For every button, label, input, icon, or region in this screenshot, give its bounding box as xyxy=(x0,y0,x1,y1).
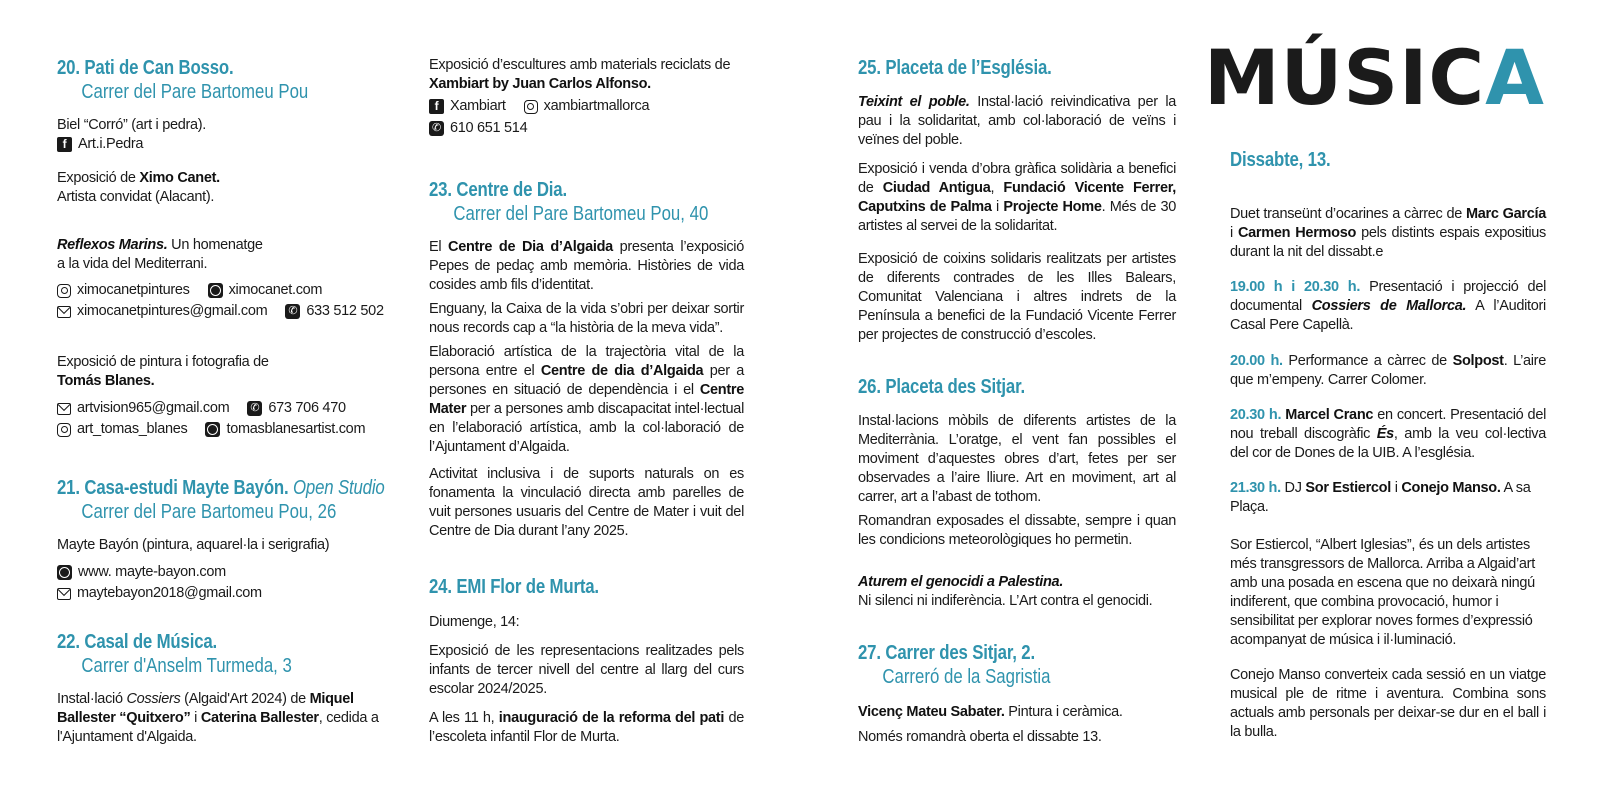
contact-row xyxy=(429,96,744,117)
contact-row xyxy=(57,301,384,322)
section-24 xyxy=(429,575,744,599)
globe-icon xyxy=(205,422,220,437)
section-text: Enguany, la Caixa de la vida s’obri per deixar sortir nous records cap a “la història de la meva vida”. xyxy=(429,301,744,336)
instagram-icon xyxy=(57,423,71,437)
web-link[interactable]: www. mayte-bayon.com xyxy=(78,564,226,580)
contact-row xyxy=(57,562,377,583)
phone-icon: ✆ xyxy=(429,121,444,136)
phone-link[interactable]: 673 706 470 xyxy=(268,400,346,416)
contact-row xyxy=(57,583,377,604)
expo-ximo: Exposició de Ximo Canet. Artista convidat (Alacant). xyxy=(57,170,220,205)
event-time: 21.30 h. xyxy=(1230,480,1281,496)
facebook-icon: f xyxy=(57,137,72,152)
artist-line: Biel “Corró” (art i pedra). xyxy=(57,117,207,133)
section-title: 26. Placeta des Sitjar. xyxy=(858,376,1026,398)
section-title: 20. Pati de Can Bosso. xyxy=(57,57,234,79)
section-text: Vicenç Mateu Sabater. Pintura i ceràmica. xyxy=(858,704,1123,720)
section-title: 25. Placeta de l’Església. xyxy=(858,57,1052,79)
section-text: Exposició de les representacions realitzades pels infants de tercer nivell del centre al llarg del curs escolar 2024/2025. xyxy=(429,643,744,697)
section-title: 27. Carrer des Sitjar, 2. xyxy=(858,642,1035,664)
section-text: Exposició i venda d’obra gràfica solidària a benefici de Ciudad Antigua, Fundació Vicente Ferrer, Caputxins de Palma i Projecte Home. Més de 30 artistes al servei de la solidaritat. xyxy=(858,161,1176,234)
event-text: Sor Estiercol, “Albert Iglesias”, és un dels artistes més transgressors de Mallorca. Arriba a Algaid’art amb una posada en escena que no deixarà ningú indiferent, que combina provocació, humor i sensibilitat per explorar noves formes d’expressió acompanyat de música i il·luminació. xyxy=(1230,537,1535,648)
facebook-link[interactable]: Art.i.Pedra xyxy=(78,136,144,152)
xambiart-intro: Exposició d’escultures amb materials reciclats de Xambiart by Juan Carlos Alfonso. xyxy=(429,57,731,92)
section-text: Activitat inclusiva i de suports naturals on es fonamenta la vinculació directa amb parelles de vuit persones usuaris del Centre de Mater i vuit del Centre de Dia durant l’any 2025. xyxy=(429,466,744,539)
section-title: 21. Casa-estudi Mayte Bayón. Open Studio xyxy=(57,477,385,499)
contact-row xyxy=(429,118,744,139)
section-text: Teixint el poble. Instal·lació reivindicativa per la pau i la solidaritat, amb col·laboració de veïns i veïnes del poble. xyxy=(858,94,1177,148)
section-desc: Mayte Bayón (pintura, aquarel·la i serigrafia) xyxy=(57,537,330,553)
mail-icon xyxy=(57,306,71,318)
artist-name: Biel “Corró” xyxy=(57,117,128,133)
section-address: Carrer del Pare Bartomeu Pou, 40 xyxy=(453,203,709,225)
section-25 xyxy=(858,56,1176,80)
section-day: Diumenge, 14: xyxy=(429,614,520,630)
section-text: Instal·lació Cossiers (Algaid'Art 2024) de Miquel Ballester “Quitxero” i Caterina Ballester, cedida a l'Ajuntament d'Algaida. xyxy=(57,691,379,745)
contact-row xyxy=(57,280,377,301)
section-address: Carrer del Pare Bartomeu Pou, 26 xyxy=(81,501,337,523)
phone-link[interactable]: 633 512 502 xyxy=(306,303,384,319)
event-text: 21.30 h. DJ Sor Estiercol i Conejo Manso. A sa Plaça. xyxy=(1230,480,1531,515)
instagram-icon xyxy=(524,100,538,114)
instagram-link[interactable]: art_tomas_blanes xyxy=(77,421,188,437)
mail-icon xyxy=(57,403,71,415)
section-text: El Centre de Dia d’Algaida presenta l’exposició Pepes de pedaç amb memòria. Històries de vida cosides amb fils d’identitat. xyxy=(429,239,744,293)
phone-icon: ✆ xyxy=(247,401,262,416)
contact-row xyxy=(57,419,377,440)
phone-icon: ✆ xyxy=(285,304,300,319)
instagram-icon xyxy=(57,284,71,298)
section-text: Aturem el genocidi a Palestina. Ni silenci ni indiferència. L’Art contra el genocidi. xyxy=(858,574,1153,609)
section-address: Carrer d'Anselm Turmeda, 3 xyxy=(81,655,292,677)
event-time: 19.00 h i 20.30 h. xyxy=(1230,279,1361,295)
event-time: 20.30 h. xyxy=(1230,407,1282,423)
event-text: Conejo Manso converteix cada sessió en un viatge musical ple de ritme i aventura. Combina sons actuals amb personals per deixar-se dur en el ball i la bulla. xyxy=(1230,667,1546,740)
event-time: 20.00 h. xyxy=(1230,353,1283,369)
section-23 xyxy=(429,178,744,226)
section-text: Romandran exposades el dissabte, sempre i quan les condicions meteorològiques ho permetin. xyxy=(858,513,1176,548)
reflexos-text: Reflexos Marins. Un homenatge a la vida del Mediterrani. xyxy=(57,237,263,272)
musica-logo: MÚSICA xyxy=(1204,33,1545,122)
phone-link[interactable]: 610 651 514 xyxy=(450,120,528,136)
section-text: Instal·lacions mòbils de diferents artistes de la Mediterrània. L’oratge, el vent fan possibles el moviment d’aquestes obres d’art, fetes per ser observades a l’aire lliure. Art en moviment, art al carrer, art a l’abast de tothom. xyxy=(858,413,1176,505)
contact-row xyxy=(57,398,377,419)
mail-icon xyxy=(57,588,71,600)
instagram-link[interactable]: xambiartmallorca xyxy=(543,98,650,114)
section-26 xyxy=(858,375,1176,399)
facebook-link[interactable]: Xambiart xyxy=(450,98,506,114)
section-20 xyxy=(57,56,377,104)
day-heading: Dissabte, 13. xyxy=(1230,149,1331,171)
event-text: 20.00 h. Performance a càrrec de Solpost. L’aire que m’empeny. Carrer Colomer. xyxy=(1230,353,1546,388)
facebook-icon: f xyxy=(429,99,444,114)
section-title: 23. Centre de Dia. xyxy=(429,179,567,201)
section-address: Carreró de la Sagristia xyxy=(882,666,1051,688)
section-text: Elaboració artística de la trajectòria vital de la persona entre el Centre de dia d’Algaida per a persones en situació de dependència i el Centre Mater per a persones amb discapacitat intel·lectual en l’elaboració artística, amb la col·laboració de l’Ajuntament d’Algaida. xyxy=(429,344,744,455)
section-text: A les 11 h, inauguració de la reforma del pati de l’escoleta infantil Flor de Murta. xyxy=(429,710,744,745)
email-link[interactable]: artvision965@gmail.com xyxy=(77,400,230,416)
email-link[interactable]: ximocanetpintures@gmail.com xyxy=(77,303,268,319)
instagram-link[interactable]: ximocanetpintures xyxy=(77,282,190,298)
globe-icon xyxy=(208,283,223,298)
section-text: Només romandrà oberta el dissabte 13. xyxy=(858,729,1102,745)
expo-tomas: Exposició de pintura i fotografia de Tomás Blanes. xyxy=(57,354,269,389)
event-text: 20.30 h. Marcel Cranc en concert. Presentació del nou treball discogràfic És, amb la veu col·lectiva del cor de Dones de la UIB. A l’església. xyxy=(1230,407,1546,461)
contact-row xyxy=(57,134,377,155)
section-21 xyxy=(57,476,385,524)
section-title: 22. Casal de Música. xyxy=(57,631,218,653)
web-link[interactable]: ximocanet.com xyxy=(228,282,323,298)
email-link[interactable]: maytebayon2018@gmail.com xyxy=(77,585,262,601)
section-title: 24. EMI Flor de Murta. xyxy=(429,576,599,598)
web-link[interactable]: tomasblanesartist.com xyxy=(226,421,366,437)
section-22 xyxy=(57,630,377,678)
event-text: 19.00 h i 20.30 h. Presentació i projecció del documental Cossiers de Mallorca. A l’Auditori Casal Pere Capellà. xyxy=(1230,279,1547,333)
event-text: Duet transeünt d’ocarines a càrrec de Marc García i Carmen Hermoso pels distints espais expositius durant la nit del dissabt.e xyxy=(1230,206,1547,260)
section-27 xyxy=(858,641,1176,689)
section-address: Carrer del Pare Bartomeu Pou xyxy=(81,81,309,103)
section-text: Exposició de coixins solidaris realitzats per artistes de diferents contrades de les Illes Balears, Comunitat Valenciana i altres indrets de la Península a benefici de la Fundació Vicente Ferrer per projectes de construcció d’escoles. xyxy=(858,251,1176,343)
globe-icon xyxy=(57,565,72,580)
